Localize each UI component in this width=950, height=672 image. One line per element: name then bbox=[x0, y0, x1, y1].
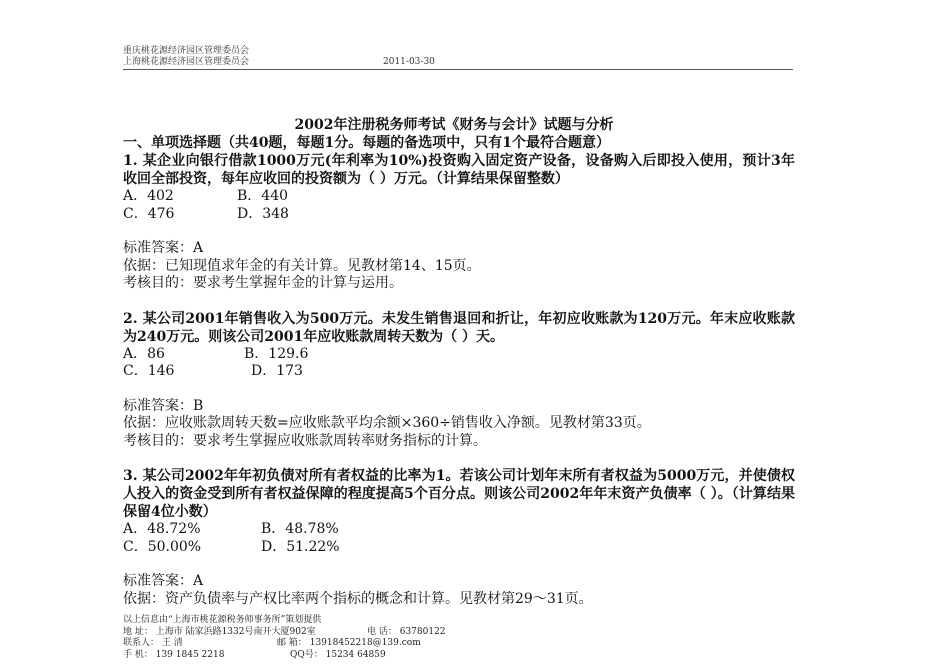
question-2-purpose: 考核目的：要求考生掌握应收账款周转率财务指标的计算。 bbox=[123, 432, 487, 449]
footer-contact: 联系人： 王 清 bbox=[123, 638, 183, 648]
question-1-options-row-1 bbox=[123, 188, 795, 206]
question-1-basis: 依据：已知现值求年金的有关计算。见教材第14、15页。 bbox=[123, 257, 481, 274]
question-3-option-c: C．50.00% bbox=[123, 538, 202, 555]
footer-qq: QQ号： 15234 64859 bbox=[290, 649, 386, 660]
question-1-option-b: B．440 bbox=[237, 188, 289, 204]
question-3-option-a: A．48.72% bbox=[123, 521, 201, 537]
header-org-line-1: 重庆桃花源经济园区管理委员会 bbox=[123, 46, 250, 56]
question-3-options-row-2 bbox=[123, 539, 795, 557]
footer-address: 地 址： 上海市 陆家浜路1332号南开大厦902室 bbox=[123, 626, 316, 637]
question-1 bbox=[123, 152, 795, 293]
question-2-option-a: A．86 bbox=[123, 345, 165, 362]
question-2-option-d: D．173 bbox=[251, 363, 303, 379]
question-1-options-row-2 bbox=[123, 206, 795, 224]
footer-phone: 电 话： 63780122 bbox=[367, 626, 446, 637]
question-3-option-d: D．51.22% bbox=[261, 538, 340, 555]
question-3-answer: 标准答案：A bbox=[123, 573, 204, 589]
header-org-line-2: 上海桃花源经济园区管理委员会 bbox=[123, 57, 250, 67]
question-2-answer: 标准答案：B bbox=[123, 397, 204, 414]
question-1-option-c: C．476 bbox=[123, 205, 175, 222]
question-1-option-a: A．402 bbox=[123, 188, 174, 204]
question-1-purpose: 考核目的：要求考生掌握年金的计算与运用。 bbox=[123, 275, 403, 291]
question-2-options-row-1 bbox=[123, 346, 795, 364]
question-2-basis: 依据：应收账款周转天数=应收账款平均余额×360÷销售收入净额。见教材第33页。 bbox=[123, 415, 651, 431]
section-title: 一、单项选择题（共40题，每题1分。每题的备选项中，只有1个最符合题意） bbox=[123, 135, 610, 151]
question-2-option-b: B．129.6 bbox=[244, 345, 309, 362]
question-2 bbox=[123, 310, 795, 451]
header-date: 2011-03-30 bbox=[383, 57, 435, 67]
question-1-option-d: D．348 bbox=[237, 205, 289, 222]
document-body bbox=[123, 116, 795, 608]
question-2-text: 2. 某公司2001年销售收入为500万元。未发生销售退回和折让，年初应收账款为120万元。年末应收账款为240万元。则该公司2001年应收账款周转天数为（ ）天。 bbox=[123, 310, 795, 345]
question-3-options-row-1 bbox=[123, 521, 795, 539]
question-3-text: 3. 某公司2002年年初负债对所有者权益的比率为1。若该公司计划年末所有者权益为5000万元，并使债权人投入的资金受到所有者权益保障的程度提高5个百分点。则该公司2002年年末资产负债率（ ）。（计算结果保留4位小数） bbox=[123, 468, 795, 520]
question-1-answer: 标准答案：A bbox=[123, 240, 204, 256]
footer-email: 邮 箱： 13918452218@139.com bbox=[277, 638, 421, 648]
question-1-text: 1. 某企业向银行借款1000万元(年利率为10%)投资购入固定资产设备，设备购入后即投入使用，预计3年收回全部投资，每年应收回的投资额为（ ）万元。（计算结果保留整数） bbox=[123, 153, 795, 187]
page-header bbox=[123, 46, 793, 70]
question-2-option-c: C．146 bbox=[123, 363, 175, 379]
footer-mobile: 手 机： 139 1845 2218 bbox=[123, 649, 225, 660]
question-3-option-b: B．48.78% bbox=[261, 521, 339, 537]
footer-provider: 以上信息由“上海市桃花源税务师事务所”策划提供 bbox=[123, 615, 322, 625]
question-2-options-row-2 bbox=[123, 363, 795, 381]
page-footer bbox=[123, 615, 623, 661]
question-3 bbox=[123, 467, 795, 608]
question-3-basis: 依据：资产负债率与产权比率两个指标的概念和计算。见教材第29～31页。 bbox=[123, 590, 593, 607]
document-title: 2002年注册税务师考试《财务与会计》试题与分析 bbox=[294, 117, 614, 133]
